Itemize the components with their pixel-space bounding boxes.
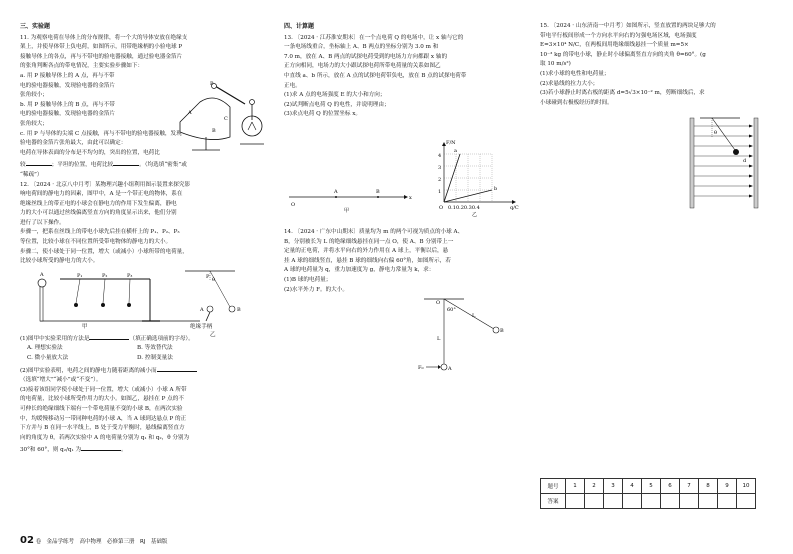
table-cell-number: 7: [680, 479, 699, 494]
svg-text:甲: 甲: [344, 208, 350, 214]
text-line: (2)水平外力 F。的大小。: [284, 286, 348, 293]
svg-text:b: b: [494, 186, 498, 192]
svg-text:F/N: F/N: [446, 140, 456, 146]
text-line: 取 10 m/s²): [540, 61, 571, 68]
text-line: 小球碰到右极板经历的时间。: [540, 99, 613, 106]
label-P: P: [210, 81, 214, 87]
field-arrow: [749, 185, 753, 188]
text-line: (2)求悬线的拉力大小；: [540, 80, 599, 87]
table-header-number: 题号: [541, 479, 566, 494]
text-line: 12. 〔2024 · 北京八中月考〕某物理兴趣小组利用图示装置来探究影: [20, 181, 191, 188]
svg-text:O: O: [291, 202, 296, 208]
q11-figure: [170, 82, 270, 152]
text-line: E=3×10⁴ N/C，在两板间用绝缘细线悬挂一个质量 m=5×: [540, 42, 689, 49]
column-middle: [284, 22, 528, 375]
svg-text:60°: 60°: [447, 307, 456, 314]
text-line: 11. 为观察电荷在导体上的分布规律，将一个大的导体安放在绝缘支: [20, 34, 188, 41]
column-left: 三、实验题 11. 为观察电荷在导体上的分布规律，将一个大的导体安放在绝缘支 架上，并使导体带上负电荷，如图所示，用带绝缘柄的小验电球 P 接触导体上的各点，再与不带电的验电器接触，通过验电器金箔片 的张角判断各点的带电情况，主要实验步骤如下： a. 用 P 接触导体上的 A 点，再与不带 电的验电器接触，发现验电器的金箔片 张角较小； b. 用 P 接触导体上的 B 点，再与不带 电的验电器接触，发现验电器的金箔片 张角较大； c. 用 P 与导体的尖端 C 点接触，再与不带电的验电器接触，发现 验电器的金箔片张角最大，由此可以确定： 电荷在导体表面的分布是不均匀的，突出的位置，电荷比 P A C B 较 ；平坦的位置，电荷比较 。（均选填“密集”或 “稀疏”） 12. 〔2024 · 北京八中月考〕某物理兴趣小组利用图示装置来探究影 响电荷间的静电力的因素，图甲中，A 是一个带正电的物体，系在 绝缘丝线上的带正电的小球会在静电力的作用下发生偏离，静电 力的大小可以通过丝线偏离竖直方向的角度显示出来，他们分别 进行了以下操作。 步骤一，把系在丝线上的带电小球先后挂在横杆上的 P₁、P₂、P₃ 等位置，比较小球在不同位置所受带电物体的静电力的大小。 步骤二，使小球处于同一位置，增大（或减小）小球所带的电荷量， 比较小球所受的静电力的大小。 A P₁ P₂ P₃ θ P B A 甲 绝缘手柄 乙 (1)图甲中实验采用的方法是 （填正确选项前的字母）。 A. 理想实验法 B. 等效替代法 C. 微小量放大法 D. 控制变量法 (2)图甲实验表明，电荷之间的静电力随着距离的减小而 （选填“增大”“减小”或“不变”）。 (3)接着该组同学使小球处于同一位置，增大（或减小）小球 A 所带 的电荷量，比较小球所受作用力的大小。如图乙，悬挂在 P 点的不 可伸长的绝缘细线下端有一个带电荷量不变的小球 B，在两次实验 中，均缓慢移动另一带同种电荷的小球 A，当 A 球到达悬点 P 的正 下方并与 B 在同一水平线上，B 处于受力平衡时，悬线偏离竖直方 向的角度为 θ，若两次实验中 A 的电荷量分别为 q₁ 和 q₂，θ 分别为 30°和 60°，则 q₂/q₁ 为 。: [20, 22, 270, 456]
text-line: 正电。: [284, 82, 301, 89]
svg-text:A: A: [40, 271, 44, 278]
label-x: x: [409, 195, 412, 201]
table-header-answer: 答案: [541, 494, 566, 509]
q11-last-line: 较 ；平坦的位置，电荷比较 。（均选填“密集”或: [20, 158, 270, 171]
table-cell-answer[interactable]: [623, 494, 642, 509]
table-cell-answer[interactable]: [661, 494, 680, 509]
table-cell-number: 2: [585, 479, 604, 494]
footer-text: 金品学练考 高中物理 必修第三册 RJ 基础版: [46, 539, 168, 545]
table-cell-answer[interactable]: [737, 494, 756, 509]
svg-text:O: O: [436, 300, 441, 307]
text-line: 架上，并使导体带上负电荷，如图所示，用带绝缘柄的小验电球 P: [20, 44, 183, 51]
field-arrow: [749, 135, 753, 138]
question-14: [284, 228, 528, 295]
text-line: 13. 〔2024 · 江苏淮安期末〕在一个点电荷 Q 的电场中，让 x 轴与它的: [284, 34, 464, 41]
svg-text:d: d: [743, 158, 747, 165]
text-line: 7.0 m，放在 A、B 两点的试探电荷受到的电场力方向都跟 x 轴的: [284, 53, 448, 60]
table-cell-number: 5: [642, 479, 661, 494]
svg-text:乙: 乙: [472, 212, 478, 218]
text-line: 响电荷间的静电力的因素，图甲中，A 是一个带正电的物体，系在: [20, 191, 183, 198]
text-line: (1)求小球的电性和电荷量；: [540, 70, 610, 77]
table-cell-number: 1: [566, 479, 585, 494]
text-line: 步骤一，把系在丝线上的带电小球先后挂在横杆上的 P₁、P₂、P₃: [20, 229, 180, 236]
svg-text:O: O: [439, 205, 444, 211]
text-line: b. 用 P 接触导体上的 B 点，再与不带: [20, 101, 115, 108]
text-line: (3)若小球静止时离右板的距离 d=5√3×10⁻² m，剪断细线后，求: [540, 90, 705, 97]
svg-text:L: L: [472, 313, 476, 320]
text-line: 等位置，比较小球在不同位置所受带电物体的静电力的大小。: [20, 239, 172, 246]
text-line: 的张角判断各点的带电情况，主要实验步骤如下：: [20, 63, 144, 70]
text-line: 10⁻³ kg 的带电小球，静止时小球偏离竖直方向的夹角 θ=60°。(g: [540, 51, 706, 58]
text-line: 进行了以下操作。: [20, 219, 65, 226]
text-line: 14. 〔2024 · 广东中山期末〕质量均为 m 的两个可视为质点的小球 A、: [284, 228, 464, 235]
text-line: 接触导体上的各点，再与不带电的验电器接触，通过验电器金箔片: [20, 53, 183, 60]
option-B: B. 等效替代法: [137, 345, 173, 352]
text-line: 力的大小可以通过丝线偏离竖直方向的角度显示出来，他们分别: [20, 210, 177, 217]
text-line: 挂 A 球的细线竖直，悬挂 B 球的细线向右偏 60°角，如图所示，若: [284, 257, 451, 264]
table-cell-answer[interactable]: [718, 494, 737, 509]
text-line: 电荷在导体表面的分布是不均匀的，突出的位置，电荷比: [20, 149, 160, 156]
text-line: (2)试判断点电荷 Q 的电性，并说明理由；: [284, 101, 390, 108]
section-title-experiment: 三、实验题: [20, 23, 51, 30]
table-cell-answer[interactable]: [642, 494, 661, 509]
text-line: (3)求点电荷 Q 的位置坐标 x。: [284, 111, 361, 118]
table-cell-number: 8: [699, 479, 718, 494]
table-cell-number: 9: [718, 479, 737, 494]
column-right: [540, 22, 776, 208]
text-line: a. 用 P 接触导体上的 A 点，再与不带: [20, 72, 115, 79]
svg-text:A: A: [334, 189, 338, 195]
text-line: B，分别被长为 L 的绝缘细线悬挂在同一点 O，使 A、B 分别带上一: [284, 238, 454, 245]
text-line: 比较小球所受的静电力的大小。: [20, 258, 99, 265]
section-title-calc: 四、计算题: [284, 23, 315, 30]
q12-1: (1)图甲中实验采用的方法是 （填正确选项前的字母）。: [20, 332, 270, 345]
text-line: 电的验电器接触，发现验电器的金箔片: [20, 111, 116, 118]
text-line: c. 用 P 与导体的尖端 C 点接触，再与不带电的验电器接触，发现: [20, 130, 182, 137]
label-yi: 乙: [210, 331, 216, 338]
label-jia: 甲: [82, 323, 88, 330]
table-cell-answer[interactable]: [604, 494, 623, 509]
svg-text:P₁: P₁: [77, 272, 83, 279]
table-cell-number: 4: [623, 479, 642, 494]
field-arrow: [749, 195, 753, 198]
table-cell-number: 10: [737, 479, 756, 494]
svg-text:L: L: [437, 336, 441, 343]
text-line: 中直线 a、b 所示，放在 A 点的试探电荷带负电，放在 B 点的试探电荷带: [284, 72, 467, 79]
field-arrow: [749, 165, 753, 168]
q13-chart: [438, 140, 519, 218]
svg-text:A: A: [200, 306, 204, 313]
text-line: 张角较小；: [20, 92, 48, 99]
answer-table: [540, 478, 756, 509]
text-line: A 球的电荷量为 q，重力加速度为 g，静电力常量为 k，求：: [284, 267, 435, 274]
svg-text:θ: θ: [714, 130, 718, 137]
question-13: [284, 34, 528, 120]
page-number: 02: [20, 535, 34, 546]
text-line: (1)求 A 点的电场强度 E 的大小和方向；: [284, 92, 386, 99]
svg-text:B: B: [237, 306, 241, 313]
q12-figures: [20, 267, 260, 323]
table-cell-answer[interactable]: [680, 494, 699, 509]
svg-text:1: 1: [438, 189, 442, 195]
q14-figure: [404, 295, 524, 375]
svg-text:0.10.20.30.4: 0.10.20.30.4: [448, 205, 480, 211]
svg-text:3: 3: [438, 165, 442, 171]
text-line: 验电器的金箔片张角最大，由此可以确定：: [20, 140, 127, 147]
text-line: 一条电场线重合，坐标轴上 A、B 两点的坐标分别为 3.0 m 和: [284, 44, 439, 51]
text-line: 张角较大；: [20, 120, 48, 127]
option-A: A. 理想实验法: [27, 345, 63, 352]
svg-text:a: a: [454, 148, 457, 154]
q13-figures: [284, 140, 524, 220]
table-cell-number: 3: [604, 479, 623, 494]
label-C: C: [224, 116, 228, 122]
svg-text:q/C: q/C: [510, 205, 519, 211]
label-B: B: [212, 128, 216, 134]
field-arrow: [749, 155, 753, 158]
svg-text:2: 2: [438, 177, 442, 183]
table-cell-number: 6: [661, 479, 680, 494]
field-arrow: [749, 145, 753, 148]
text-line: 绝缘丝线上的带正电的小球会在静电力的作用下发生偏离，静电: [20, 200, 177, 207]
svg-text:B: B: [500, 328, 504, 335]
svg-text:B: B: [376, 189, 380, 195]
text-line: 电的验电器接触，发现验电器的金箔片: [20, 82, 116, 89]
table-cell-answer[interactable]: [566, 494, 585, 509]
q15-figure: [540, 108, 776, 208]
text-line: (1)B 球的电荷量；: [284, 276, 332, 283]
option-C: C. 微小量放大法: [27, 355, 69, 362]
text-line: 15. 〔2024 · 山东济南一中月考〕如图所示，竖直放置的两块足够大的: [540, 23, 716, 29]
svg-text:P: P: [206, 273, 210, 280]
table-cell-answer[interactable]: [699, 494, 718, 509]
svg-text:4: 4: [438, 153, 442, 159]
svg-text:A: A: [448, 366, 452, 373]
svg-text:P₃: P₃: [127, 272, 133, 279]
svg-text:θ: θ: [212, 276, 216, 283]
table-cell-answer[interactable]: [585, 494, 604, 509]
question-15: [540, 22, 776, 108]
svg-text:F₀: F₀: [418, 365, 424, 372]
text-line: 带电平行板间形成一个方向水平向右的匀强电场区域，电场强度: [540, 32, 697, 39]
label-A: A: [188, 110, 192, 116]
text-line: 步骤二，使小球处于同一位置，增大（或减小）小球所带的电荷量，: [20, 248, 188, 255]
label-insul: 绝缘手柄: [190, 323, 213, 330]
field-arrow: [749, 125, 753, 128]
option-D: D. 控制变量法: [137, 355, 173, 362]
page-footer: 02 卷 金品学练考 高中物理 必修第三册 RJ 基础版: [20, 535, 168, 546]
text-line: 正方向相同，电场力的大小跟试探电荷所带电荷量的关系如图乙: [284, 63, 441, 70]
question-12: [20, 181, 270, 267]
svg-text:P₂: P₂: [102, 272, 108, 279]
text-line: 定量的正电荷，并将水平向右的外力作用在 A 球上，平衡以后，悬: [284, 248, 449, 255]
field-arrow: [749, 175, 753, 178]
